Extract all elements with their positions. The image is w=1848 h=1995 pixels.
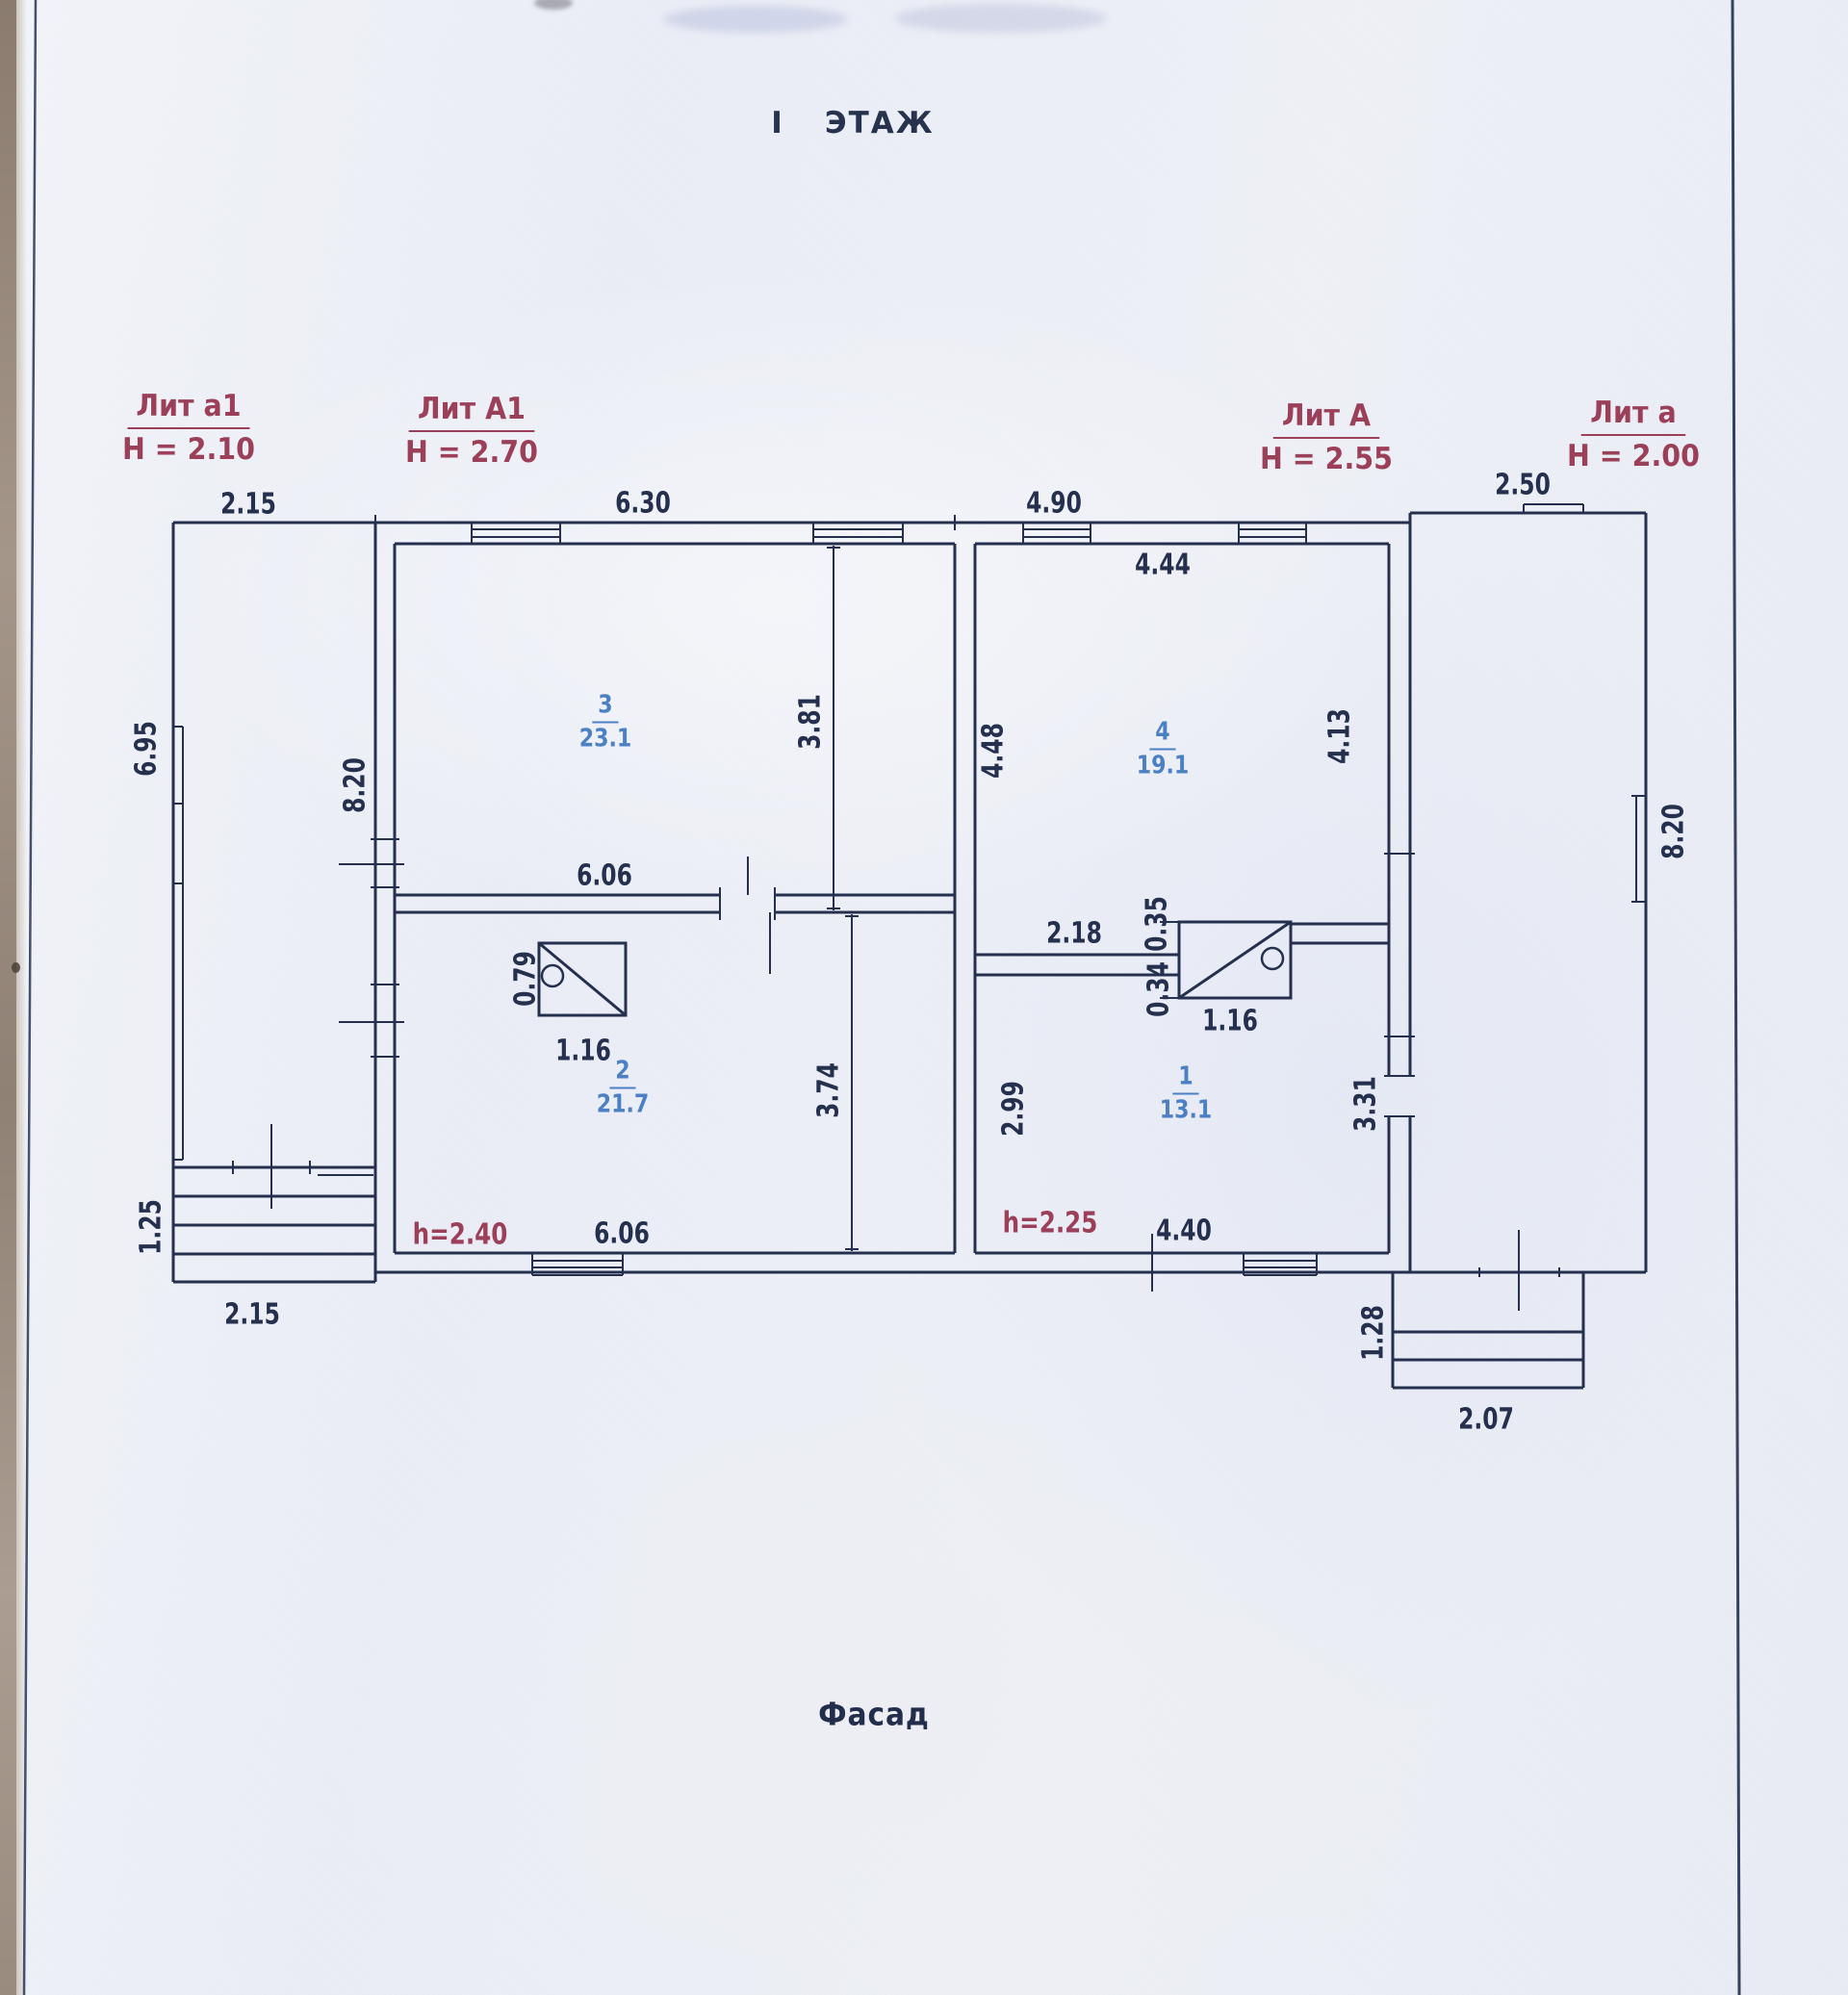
- room-2-label: [596, 1056, 650, 1119]
- page-title-floor-numeral: I: [771, 106, 784, 141]
- lit-a1-annex-ceiling-height: H = 2.10: [122, 432, 255, 467]
- lit-a-annex-ceiling-height: H = 2.00: [1567, 439, 1700, 473]
- lit-A-name: Лит А: [1273, 401, 1380, 439]
- dimension-room1-331: 3.31: [1348, 1076, 1383, 1132]
- dimension-room4-444: 4.44: [1135, 548, 1191, 582]
- dimension-top-630: 6.30: [615, 486, 671, 521]
- room-1-area: 13.1: [1159, 1095, 1213, 1125]
- room-4-area: 19.1: [1136, 751, 1190, 780]
- dimension-room4-413: 4.13: [1322, 708, 1357, 764]
- dimension-stove1-116: 1.16: [1202, 1004, 1258, 1038]
- dimension-top-215: 2.15: [220, 487, 276, 522]
- dimension-stove2-079: 0.79: [508, 951, 543, 1007]
- frame-border-right: [1732, 0, 1739, 1995]
- walls: [173, 513, 1646, 1388]
- lit-A: [1260, 398, 1393, 476]
- room-4-number: 4: [1149, 720, 1175, 751]
- dimension-part-606: 6.06: [577, 858, 632, 893]
- room-1-label: [1159, 1061, 1213, 1125]
- dimension-steps-128: 1.28: [1356, 1305, 1391, 1361]
- dimension-room4-448: 4.48: [976, 723, 1011, 779]
- room-2-area: 21.7: [596, 1089, 650, 1119]
- room-2-number: 2: [609, 1059, 635, 1089]
- lit-A1-name: Лит А1: [409, 395, 534, 432]
- dimension-room3-381: 3.81: [793, 694, 828, 750]
- dimension-bottom-606: 6.06: [594, 1216, 650, 1251]
- dimension-top-250: 2.50: [1495, 468, 1551, 502]
- dimension-bottom-215: 2.15: [224, 1297, 280, 1332]
- facade-caption: Фасад: [818, 1695, 930, 1733]
- lit-a1-annex: [122, 389, 255, 467]
- lit-a-annex: [1567, 398, 1700, 472]
- lit-a1-annex-name: Лит а1: [127, 392, 250, 429]
- dimension-room2-374: 3.74: [811, 1062, 846, 1118]
- room1-height: h=2.25: [1002, 1206, 1098, 1240]
- frame-border-left: [24, 0, 36, 1995]
- dimension-a1-820: 8.20: [338, 757, 372, 813]
- room2-height: h=2.40: [412, 1217, 508, 1252]
- lit-a-annex-name: Лит а: [1581, 398, 1685, 436]
- dimension-room1-299: 2.99: [996, 1081, 1031, 1137]
- dimension-left-695: 6.95: [129, 721, 164, 777]
- lit-A1: [405, 392, 538, 470]
- dimension-part-218: 2.18: [1046, 916, 1102, 951]
- dimension-stove1-034: 0.34: [1142, 961, 1176, 1017]
- dimension-stove1-035: 0.35: [1140, 896, 1174, 952]
- room-3-area: 23.1: [578, 724, 632, 754]
- dimension-bottom-440: 4.40: [1156, 1214, 1212, 1248]
- dimension-stove2-116: 1.16: [555, 1034, 611, 1068]
- room-4-label: [1136, 717, 1190, 780]
- dimension-steps-207: 2.07: [1458, 1402, 1514, 1437]
- room-1-number: 1: [1172, 1064, 1198, 1095]
- lit-A-ceiling-height: H = 2.55: [1260, 442, 1393, 476]
- page-title: [771, 106, 934, 141]
- dimension-top-490: 4.90: [1026, 486, 1082, 521]
- stove-circle-room1: [1262, 948, 1283, 969]
- room-3-number: 3: [592, 693, 618, 724]
- dimension-right-820: 8.20: [1656, 804, 1691, 859]
- room-3-label: [578, 690, 632, 754]
- stove-circle-room2: [542, 965, 563, 986]
- lit-A1-ceiling-height: H = 2.70: [405, 435, 538, 470]
- dimension-steps-125: 1.25: [134, 1199, 168, 1255]
- page-title-floor-word: ЭТАЖ: [824, 106, 935, 141]
